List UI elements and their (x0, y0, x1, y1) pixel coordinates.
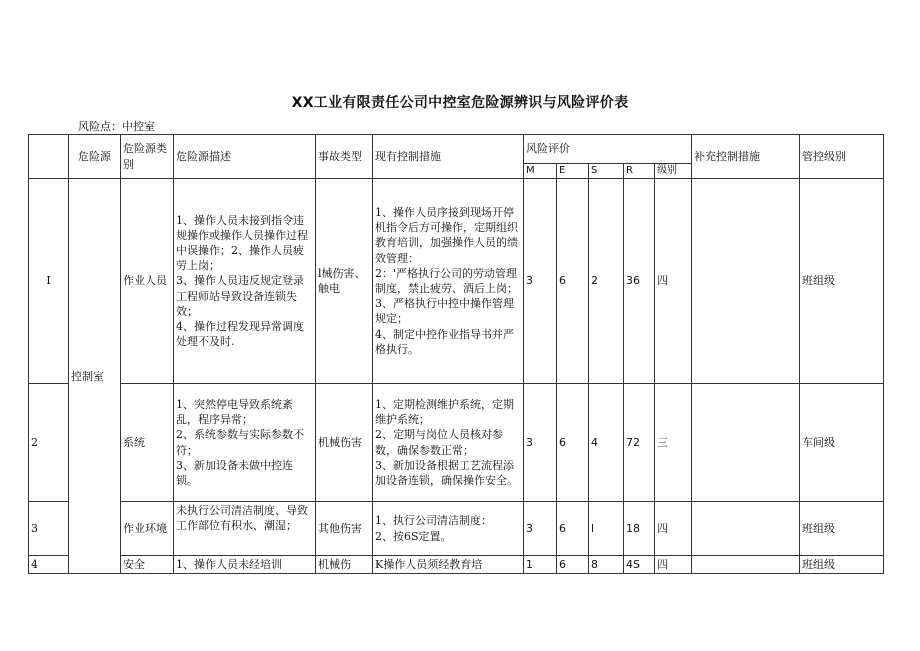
hazard-desc: 1、突然停电导致系统紊乱，程序异常； 2、系统参数与实际参数不符； 3、新加设备未做中控连锁。 (174, 384, 316, 502)
row-number: 2 (29, 384, 69, 502)
hazard-type: 安全 (121, 556, 174, 574)
risk-assessment-table (28, 134, 884, 574)
value-level: 三 (655, 384, 692, 502)
header-no (29, 135, 69, 179)
control-level: 班组级 (800, 502, 884, 556)
existing-control: K操作人员须经教育培 (373, 556, 524, 574)
location-label: 控制室 (71, 369, 104, 383)
value-e: 6 (557, 502, 589, 556)
header-hazard-type: 危险源类别 (121, 135, 174, 179)
value-m: 3 (524, 179, 557, 384)
header-existing-control: 现有控制措施 (373, 135, 524, 179)
hazard-desc: 1、操作人员未接到指令违规操作或操作人员操作过程中误操作；2、操作人员疲劳上岗； 3、操作人员违反规定登录工程师站导致设备连锁失效； 4、操作过程发现异常调度处理不及时. (174, 179, 316, 384)
existing-control: 1、操作人员序接到现场开停机指令后方可操作，定期组织教育培训，加强操作人员的绩效管理： 2：'严格执行公司的劳动管理制度，禁止疲劳、酒后上岗； 3、严格执行中控中操作管理规定； 4、制定中控作业指导书并严格执行。 (373, 179, 524, 384)
value-level: 四 (655, 502, 692, 556)
header-supplement: 补充控制措施 (692, 135, 800, 179)
value-s: 8 (589, 556, 624, 574)
row-number: 4 (29, 556, 69, 574)
value-r: 4S (624, 556, 655, 574)
header-row (29, 135, 884, 164)
header-hazard-desc: 危险源描述 (174, 135, 316, 179)
header-control-level: 管控级别 (800, 135, 884, 179)
hazard-desc: 1、操作人员未经培训 (174, 556, 316, 574)
header-risk-eval: 风险评价 (524, 135, 692, 164)
table-row (29, 384, 884, 502)
value-m: 3 (524, 384, 557, 502)
value-r: 18 (624, 502, 655, 556)
table-row (29, 179, 884, 384)
accident-type: 机械伤害 (316, 384, 373, 502)
existing-control: 1、执行公司清洁制度： 2、按6S定置。 (373, 502, 524, 556)
value-level: 四 (655, 179, 692, 384)
hazard-type: 系统 (121, 384, 174, 502)
hazard-desc: 未执行公司清洁制度、导致工作部位有积水、潮湿； (174, 502, 316, 556)
control-level: 车间级 (800, 384, 884, 502)
hazard-type: 作业环境 (121, 502, 174, 556)
accident-type: 机械伤 (316, 556, 373, 574)
value-e: 6 (557, 179, 589, 384)
row-number: 3 (29, 502, 69, 556)
header-m: M (524, 164, 557, 179)
supplement-control (692, 179, 800, 384)
supplement-control (692, 556, 800, 574)
header-s: S (589, 164, 624, 179)
risk-point-label: 风险点：中控室 (78, 120, 155, 133)
value-e: 6 (557, 384, 589, 502)
control-level: 班组级 (800, 179, 884, 384)
value-level: 四 (655, 556, 692, 574)
value-r: 72 (624, 384, 655, 502)
control-level: 班组级 (800, 556, 884, 574)
hazard-type: 作业人员 (121, 179, 174, 384)
header-r: R (624, 164, 655, 179)
header-accident-type: 事故类型 (316, 135, 373, 179)
header-e: E (557, 164, 589, 179)
value-r: 36 (624, 179, 655, 384)
accident-type: 其他伤害 (316, 502, 373, 556)
value-e: 6 (557, 556, 589, 574)
existing-control: 1、定期检测维护系统，定期维护系统； 2、定期与岗位人员核对参数，确保参数正常； 3、新加设备根据工艺流程添加设备连锁，确保操作安全。 (373, 384, 524, 502)
location-cell (69, 179, 121, 574)
page-title: XX工业有限责任公司中控室危险源辨识与风险评价表 (291, 95, 629, 111)
value-m: 1 (524, 556, 557, 574)
value-s: l (589, 502, 624, 556)
value-s: 4 (589, 384, 624, 502)
value-s: 2 (589, 179, 624, 384)
supplement-control (692, 384, 800, 502)
header-level: 级别 (655, 164, 692, 179)
accident-type: l械伤害、触电 (316, 179, 373, 384)
table-row (29, 556, 884, 574)
header-hazard: 危险源 (69, 135, 121, 179)
row-number: I (29, 179, 69, 384)
value-m: 3 (524, 502, 557, 556)
supplement-control (692, 502, 800, 556)
table-row (29, 502, 884, 556)
